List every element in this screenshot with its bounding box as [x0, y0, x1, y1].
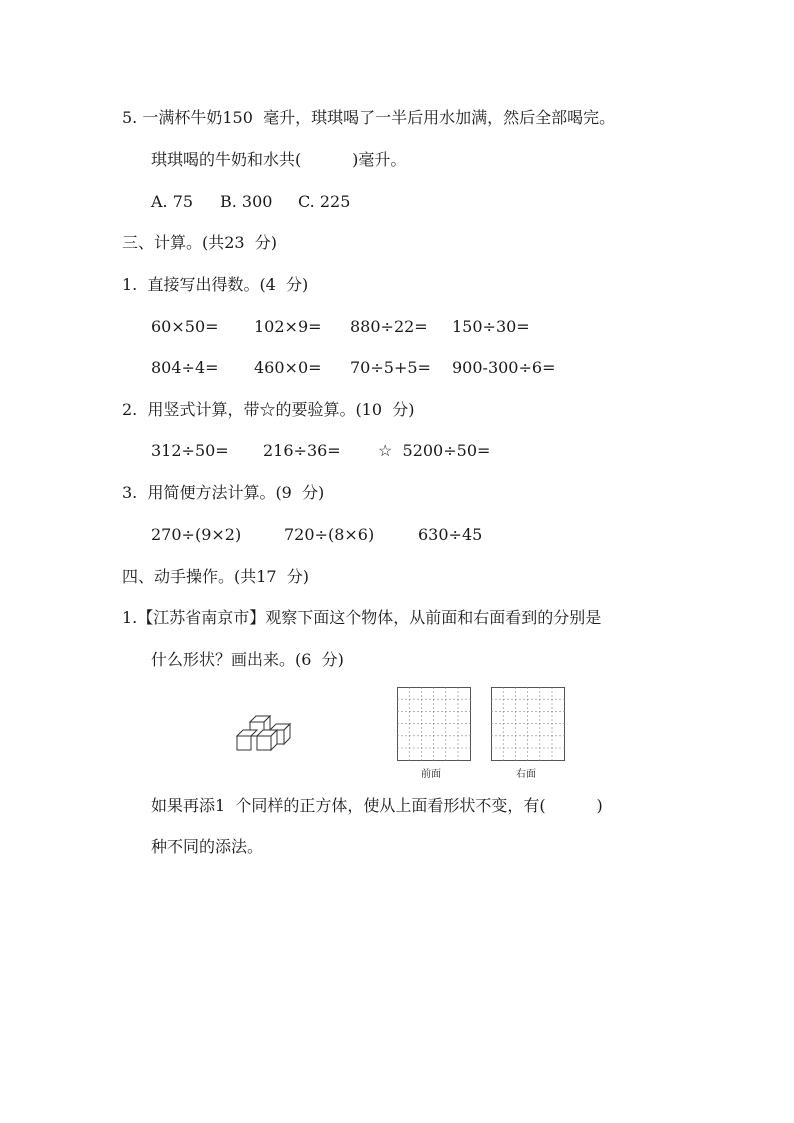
s3-q2-title: 2. 用竖式计算，带☆的要验算。(10 分)	[122, 400, 415, 419]
s3-q1-item: 880÷22=	[350, 317, 428, 336]
s3-q3-item: 630÷45	[418, 525, 483, 544]
s3-q3-item: 720÷(8×6)	[284, 525, 375, 544]
s3-q1-item: 60×50=	[151, 317, 219, 336]
s3-q3-item: 270÷(9×2)	[151, 525, 242, 544]
s3-q1-item: 900-300÷6=	[452, 358, 556, 377]
s3-q2-item: 312÷50=	[151, 441, 229, 460]
s3-q1-item: 804÷4=	[151, 358, 219, 377]
section3-title: 三、计算。(共23 分)	[122, 233, 278, 252]
s3-q1-item: 70÷5+5=	[350, 358, 431, 377]
s3-q1-item: 460×0=	[254, 358, 322, 377]
s4-q1-follow1: 如果再添1 个同样的正方体，使从上面看形状不变，有( )	[151, 796, 603, 815]
s3-q2-item: 216÷36=	[263, 441, 341, 460]
q5-option-b: B. 300	[220, 192, 273, 211]
s4-q1-line1: 1.【江苏省南京市】观察下面这个物体，从前面和右面看到的分别是	[122, 608, 602, 627]
s4-q1-line2: 什么形状？画出来。(6 分)	[151, 650, 344, 669]
s4-q1-follow2: 种不同的添法。	[151, 837, 264, 856]
q5-line1: 5. 一满杯牛奶150 毫升，琪琪喝了一半后用水加满，然后全部喝完。	[122, 108, 616, 127]
q5-option-a: A. 75	[151, 192, 194, 211]
q5-option-c: C. 225	[298, 192, 351, 211]
section4-title: 四、动手操作。(共17 分)	[122, 567, 310, 586]
right-view-grid[interactable]	[491, 687, 565, 761]
right-view-label: 右面	[516, 769, 536, 780]
s3-q3-title: 3. 用简便方法计算。(9 分)	[122, 483, 325, 502]
front-view-label: 前面	[421, 769, 441, 780]
q5-line2: 琪琪喝的牛奶和水共( )毫升。	[151, 150, 407, 169]
s3-q1-item: 150÷30=	[452, 317, 530, 336]
s3-q2-item: ☆ 5200÷50=	[378, 441, 491, 460]
front-view-grid[interactable]	[397, 687, 471, 761]
s3-q1-item: 102×9=	[254, 317, 322, 336]
s3-q1-title: 1. 直接写出得数。(4 分)	[122, 275, 309, 294]
cube-figure	[230, 706, 300, 758]
